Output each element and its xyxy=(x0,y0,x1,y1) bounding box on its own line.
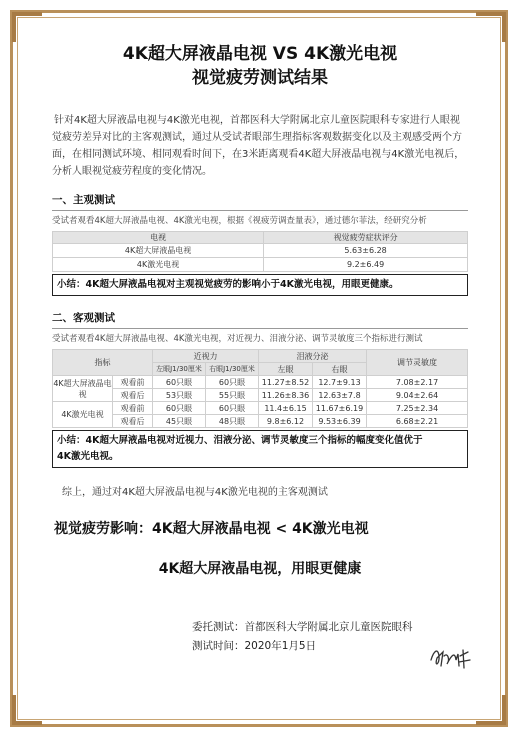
conclusion-comparison: 视觉疲劳影响：4K超大屏液晶电视 < 4K激光电视 xyxy=(54,521,369,537)
document-title xyxy=(52,42,468,90)
table-group-cell: 4K超大屏液晶电视 xyxy=(53,376,113,402)
table-row xyxy=(53,244,468,258)
table-cell: 45只眼 xyxy=(153,415,206,428)
table-cell: 9.53±6.39 xyxy=(313,415,367,428)
section-divider xyxy=(52,328,468,329)
section-objective-label: 二、客观测试 xyxy=(52,312,115,324)
table-header-cell: 右眼J1/30厘米 xyxy=(206,363,259,376)
table-cell: 48只眼 xyxy=(206,415,259,428)
table-row xyxy=(53,376,468,389)
frame-corner-top-left xyxy=(12,12,42,42)
table-cell: 60只眼 xyxy=(153,376,206,389)
title-line-1: 4K超大屏液晶电视 VS 4K激光电视 xyxy=(122,44,398,64)
table-cell: 11.26±8.36 xyxy=(259,389,313,402)
commission-line: 委托测试：首都医科大学附属北京儿童医院眼科 xyxy=(192,621,413,633)
table-cell: 12.63±7.8 xyxy=(313,389,367,402)
document-body xyxy=(52,42,468,656)
table-cell: 4K激光电视 xyxy=(53,258,264,272)
table-header-cell: 左眼J1/30厘米 xyxy=(153,363,206,376)
table-cell: 11.27±8.52 xyxy=(259,376,313,389)
table-row xyxy=(53,402,468,415)
table-cell: 观看前 xyxy=(113,402,153,415)
table-header-cell: 左眼 xyxy=(259,363,313,376)
handwritten-signature xyxy=(428,642,472,674)
table-cell: 观看前 xyxy=(113,376,153,389)
table-cell: 12.7±9.13 xyxy=(313,376,367,389)
conclusion-intro: 综上，通过对4K超大屏液晶电视与4K激光电视的主客观测试 xyxy=(62,487,328,498)
table-header-cell: 近视力 xyxy=(153,350,259,363)
subjective-summary: 小结：4K超大屏液晶电视对主观视觉疲劳的影响小于4K激光电视，用眼更健康。 xyxy=(52,274,468,296)
intro-paragraph: 针对4K超大屏液晶电视与4K激光电视，首都医科大学附属北京儿童医院眼科专家进行人眼视觉疲劳差异对比的主客观测试，通过从受试者眼部生理指标客观数据变化以及主观感受两个方面，在相同测试环境、相同观看时间下，在3米距离观看4K超大屏液晶电视与4K激光电视后，分析人眼视觉疲劳程度的变化情况。 xyxy=(52,115,465,177)
table-group-cell: 4K激光电视 xyxy=(53,402,113,428)
table-cell: 60只眼 xyxy=(206,402,259,415)
table-cell: 11.4±6.15 xyxy=(259,402,313,415)
document-footer xyxy=(192,618,468,656)
objective-summary-line-1: 小结：4K超大屏液晶电视对近视力、泪液分泌、调节灵敏度三个指标的幅度变化值优于 xyxy=(57,435,423,446)
table-cell: 4K超大屏液晶电视 xyxy=(53,244,264,258)
table-cell: 9.2±6.49 xyxy=(264,258,468,272)
table-header-cell: 指标 xyxy=(53,350,153,376)
table-cell: 观看后 xyxy=(113,389,153,402)
subjective-table xyxy=(52,231,468,272)
frame-corner-top-right xyxy=(476,12,506,42)
table-header-cell: 调节灵敏度 xyxy=(367,350,468,376)
table-cell: 60只眼 xyxy=(206,376,259,389)
table-cell: 7.08±2.17 xyxy=(367,376,468,389)
section-objective-title xyxy=(52,310,468,329)
table-cell: 9.8±6.12 xyxy=(259,415,313,428)
objective-summary xyxy=(52,430,468,468)
table-cell: 60只眼 xyxy=(153,402,206,415)
table-cell: 11.67±6.19 xyxy=(313,402,367,415)
table-row xyxy=(53,415,468,428)
section-subjective-desc: 受试者观看4K超大屏液晶电视、4K激光电视，根据《视疲劳调查量表》，通过德尔菲法，经研究分析 xyxy=(52,216,427,226)
test-date-line: 测试时间：2020年1月5日 xyxy=(192,640,317,652)
table-row xyxy=(53,389,468,402)
frame-corner-bottom-right xyxy=(476,695,506,725)
table-header-row xyxy=(53,232,468,244)
table-cell: 观看后 xyxy=(113,415,153,428)
table-cell: 7.25±2.34 xyxy=(367,402,468,415)
table-row xyxy=(53,258,468,272)
section-objective-desc: 受试者观看4K超大屏液晶电视、4K激光电视，对近视力、泪液分泌、调节灵敏度三个指标进行测试 xyxy=(52,334,423,344)
section-subjective-label: 一、主观测试 xyxy=(52,194,115,206)
title-line-2: 视觉疲劳测试结果 xyxy=(192,68,328,88)
objective-summary-line-2: 4K激光电视。 xyxy=(57,451,119,462)
conclusion-headline: 4K超大屏液晶电视，用眼更健康 xyxy=(158,561,362,577)
table-cell: 55只眼 xyxy=(206,389,259,402)
table-header-row xyxy=(53,350,468,363)
table-cell: 53只眼 xyxy=(153,389,206,402)
section-divider xyxy=(52,210,468,211)
table-cell: 5.63±6.28 xyxy=(264,244,468,258)
table-header-cell: 电视 xyxy=(53,232,264,244)
objective-table xyxy=(52,349,468,428)
section-subjective-title xyxy=(52,192,468,211)
table-header-cell: 泪液分泌 xyxy=(259,350,367,363)
table-cell: 9.04±2.64 xyxy=(367,389,468,402)
table-header-cell: 视觉疲劳症状评分 xyxy=(264,232,468,244)
table-cell: 6.68±2.21 xyxy=(367,415,468,428)
table-header-cell: 右眼 xyxy=(313,363,367,376)
frame-corner-bottom-left xyxy=(12,695,42,725)
